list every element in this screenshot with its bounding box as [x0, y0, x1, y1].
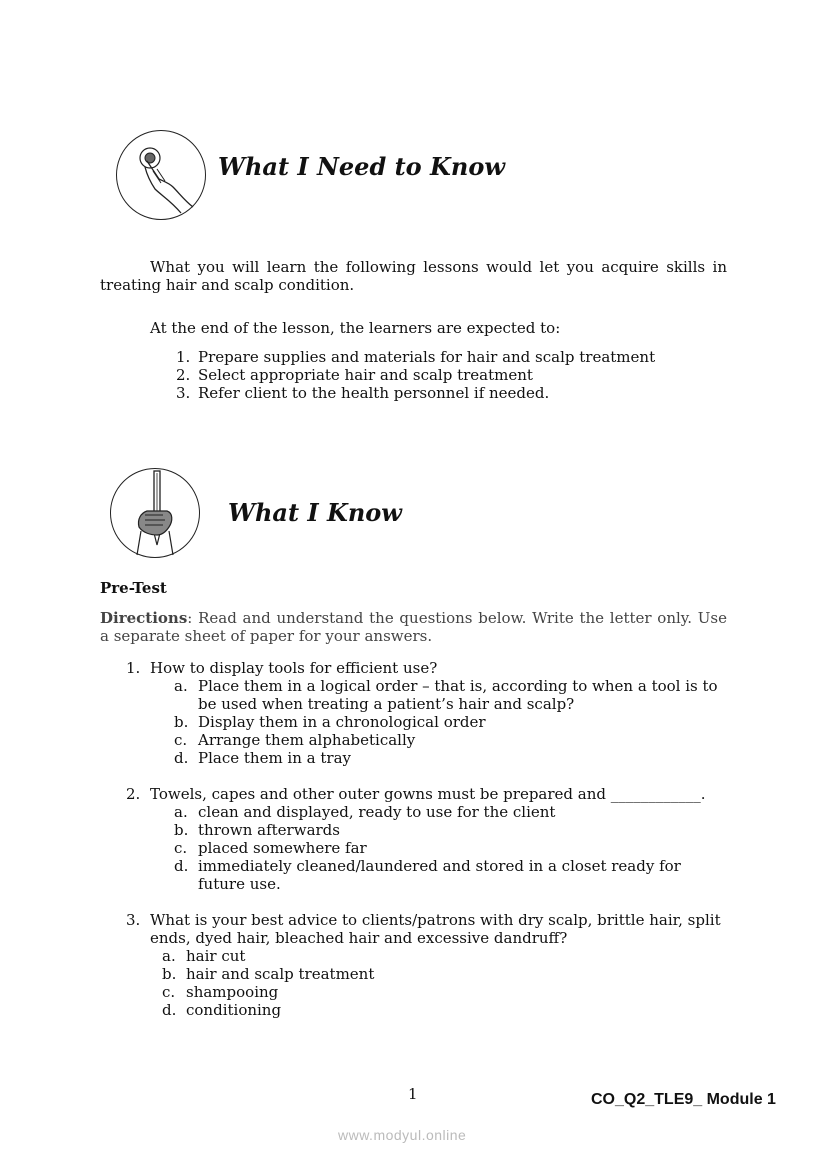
- section-heading-what-i-know: What I Know: [228, 498, 402, 527]
- list-item: 2. Select appropriate hair and scalp treatment: [176, 366, 533, 384]
- intro-paragraph: What you will learn the following lessons would let you acquire skills in treating hair and scalp condition.: [100, 258, 727, 294]
- choice: c. placed somewhere far: [174, 839, 367, 857]
- choice: d. Place them in a tray: [174, 749, 351, 767]
- choice: a. Place them in a logical order – that is, according to when a tool is to be used when treating a patient’s hair and scalp?: [174, 677, 718, 713]
- choice: b. thrown afterwards: [174, 821, 340, 839]
- question-list: [126, 659, 730, 1037]
- objectives-lead: At the end of the lesson, the learners are expected to:: [150, 319, 561, 337]
- section-heading-need-to-know: What I Need to Know: [218, 152, 506, 181]
- list-item: 3. Refer client to the health personnel if needed.: [176, 384, 550, 402]
- choice: b. hair and scalp treatment: [162, 965, 375, 983]
- list-item: 1. Prepare supplies and materials for hair and scalp treatment: [176, 348, 656, 366]
- question: 1. How to display tools for efficient use? a. Place them in a logical order – that is, according to when a tool is to be used when treating a patient’s hair and scalp? b. Display them in a chronological order c. Arrange them alphabetically d. Place them in a tray: [126, 659, 730, 767]
- question: 3. What is your best advice to clients/patrons with dry scalp, brittle hair, split ends, dyed hair, bleached hair and excessive dandruff? a. hair cut b. hair and scalp treatment c. shampooing d. conditioning: [126, 911, 730, 1019]
- directions: Directions: Read and understand the questions below. Write the letter only. Use a separate sheet of paper for your answers.: [100, 609, 727, 645]
- module-code: CO_Q2_TLE9_ Module 1: [591, 1091, 776, 1108]
- choice: a. clean and displayed, ready to use for the client: [174, 803, 556, 821]
- choice: c. shampooing: [162, 983, 279, 1001]
- choice: d. conditioning: [162, 1001, 282, 1019]
- page-number: 1: [408, 1085, 418, 1103]
- hand-holding-pencil-icon: [110, 468, 200, 558]
- choice: a. hair cut: [162, 947, 246, 965]
- watermark: www.modyul.online: [338, 1127, 467, 1143]
- hand-pointing-icon: [116, 130, 206, 220]
- choice: d. immediately cleaned/laundered and stored in a closet ready for future use.: [174, 857, 681, 893]
- choice: c. Arrange them alphabetically: [174, 731, 416, 749]
- objectives-list: [176, 348, 736, 402]
- choice: b. Display them in a chronological order: [174, 713, 486, 731]
- pretest-title: Pre-Test: [100, 579, 167, 597]
- question: 2. Towels, capes and other outer gowns must be prepared and ____________. a. clean and displayed, ready to use for the client b. thrown afterwards c. placed somewhere far d. immediately cleaned/laundered and stored in a closet ready for future use.: [126, 785, 730, 893]
